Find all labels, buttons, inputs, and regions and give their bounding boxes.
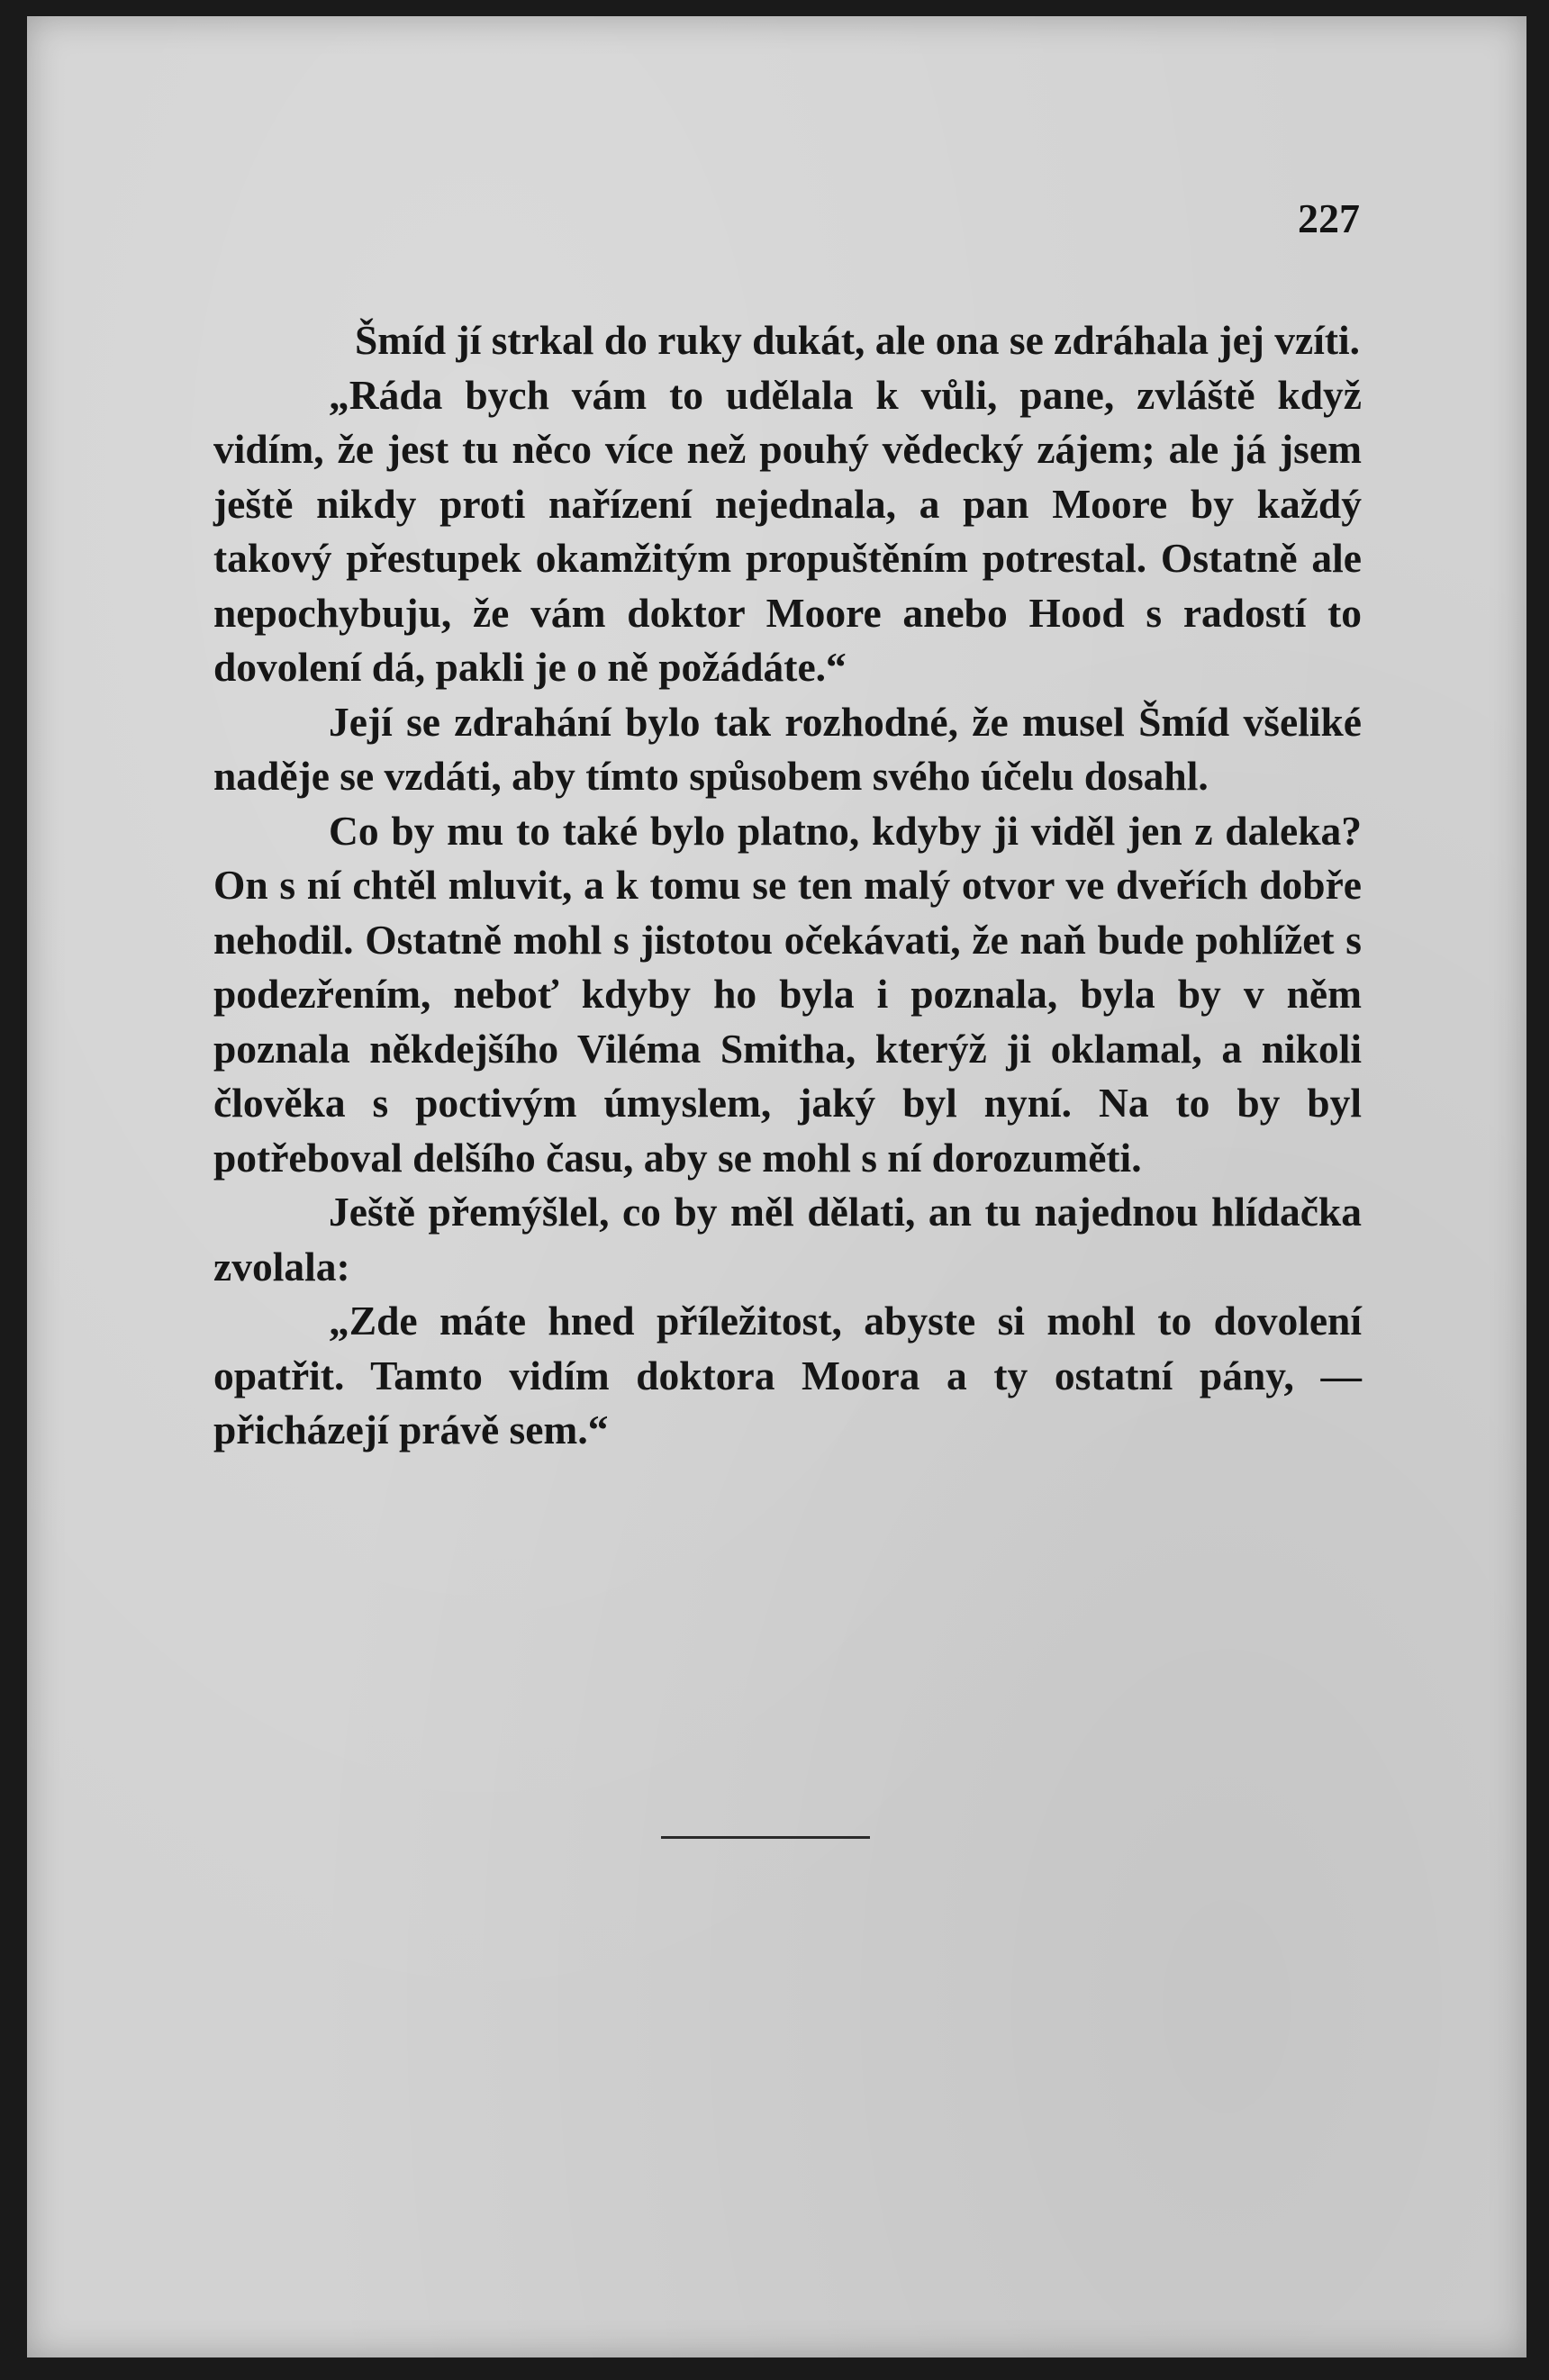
paragraph-4: Co by mu to také bylo platno, kdyby ji viděl jen z daleka? On s ní chtěl mluvit, a k tomu se ten malý otvor ve dveřích dobře nehodil. Ostatně mohl s jistotou očekávati, že naň bude pohlížet s podezřením, neboť kdyby ho byla i poznala, byla by v něm poznala někdejšího Viléma Smitha, kterýž ji oklamal, a nikoli člověka s poctivým úmyslem, jaký byl nyní. Na to by byl potřeboval delšího času, aby se mohl s ní dorozuměti. xyxy=(213,807,1362,1181)
paragraph-6: „Zde máte hned příležitost, abyste si mohl to dovolení opatřit. Tamto vidím doktora Moora a ty ostatní pány, — přicházejí právě sem.“ xyxy=(213,1298,1362,1452)
paragraph-2: „Ráda bych vám to udělala k vůli, pane, zvláště když vidím, že jest tu něco více než pouhý vědecký zájem; ale já jsem ještě nikdy proti nařízení nejednala, a pan Moore by každý takový přestupek okamžitým propuštěním potrestal. Ostatně ale nepochybuju, že vám doktor Moore anebo Hood s radostí to dovolení dá, pakli je o ně požádáte.“ xyxy=(213,371,1362,690)
section-end-rule xyxy=(661,1836,870,1839)
book-page xyxy=(27,16,1526,2357)
paragraph-5: Ještě přemýšlel, co by měl dělati, an tu najednou hlídačka zvolala: xyxy=(213,1189,1362,1290)
paragraph-3: Její se zdrahání bylo tak rozhodné, že musel Šmíd všeliké naděje se vzdáti, aby tímto spůsobem svého účelu dosahl. xyxy=(213,698,1362,799)
paragraph-1: Šmíd jí strkal do ruky dukát, ale ona se zdráhala jej vzíti. xyxy=(355,317,1361,363)
body-text xyxy=(213,313,1362,1458)
page-number: 227 xyxy=(1298,195,1360,241)
